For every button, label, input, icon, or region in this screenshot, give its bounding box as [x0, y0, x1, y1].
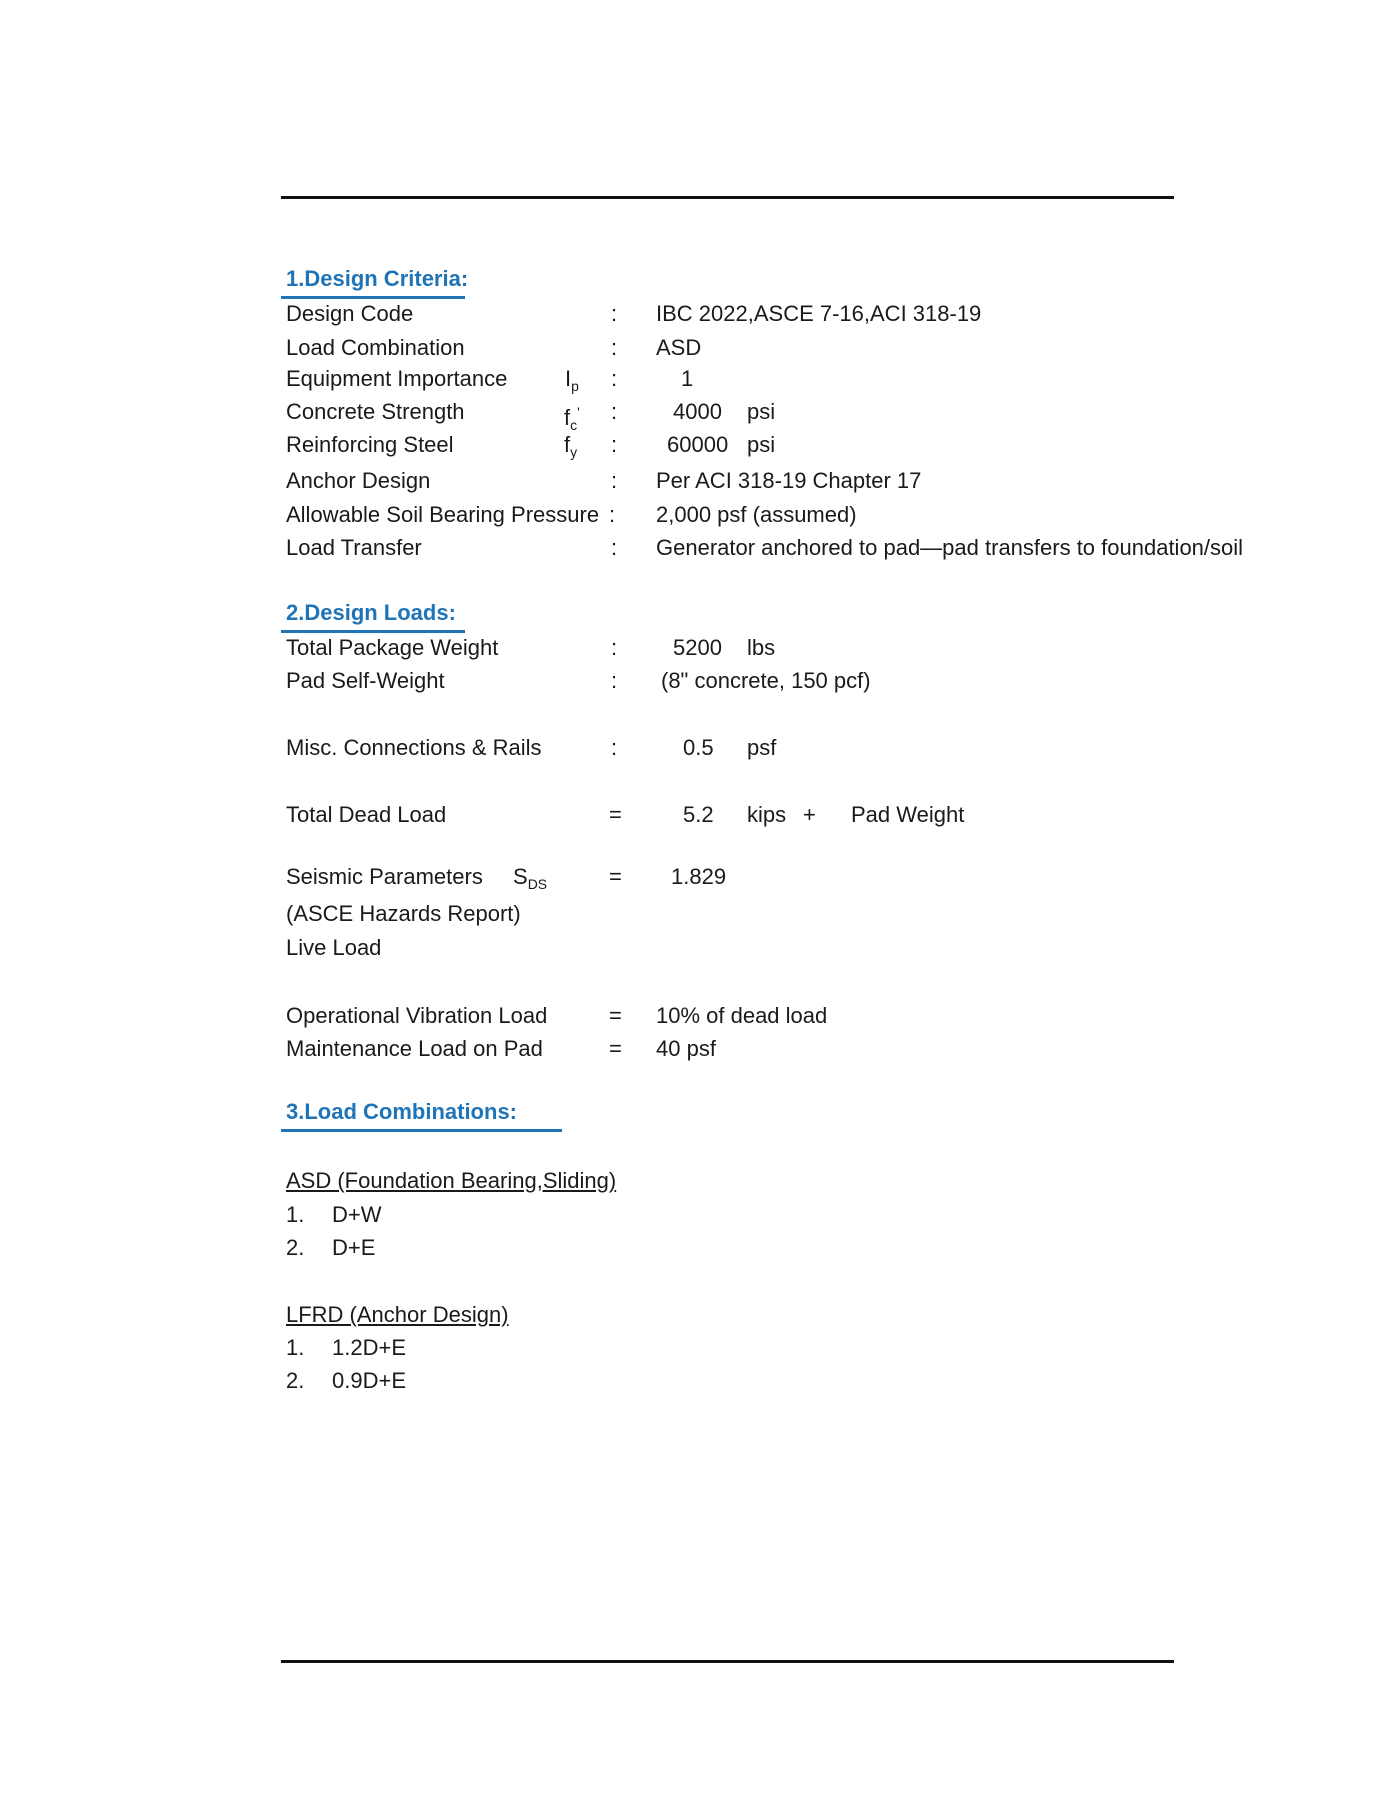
label-concrete-strength: Concrete Strength	[286, 399, 465, 424]
sep: :	[611, 635, 618, 660]
sep: :	[609, 502, 616, 527]
sep: =	[609, 864, 622, 889]
sep: :	[611, 535, 618, 560]
lfrd-title: LFRD (Anchor Design)	[286, 1302, 509, 1327]
value-design-code: IBC 2022,ASCE 7-16,ACI 318-19	[656, 301, 982, 326]
sep: :	[611, 432, 618, 457]
lfrd-item-number: 1.	[286, 1335, 305, 1360]
value-pad-self-weight: (8" concrete, 150 pcf)	[661, 668, 871, 693]
label-load-combination: Load Combination	[286, 335, 465, 360]
label-misc-connections: Misc. Connections & Rails	[286, 735, 542, 760]
asd-title: ASD (Foundation Bearing,Sliding)	[286, 1168, 617, 1193]
symbol-sds: $S_{DS}$	[513, 864, 548, 892]
value-misc-connections: 0.5	[683, 735, 714, 760]
unit-misc-connections: psf	[747, 735, 777, 760]
label-load-transfer: Load Transfer	[286, 535, 422, 560]
unit-concrete-strength: psi	[747, 399, 776, 424]
value-concrete-strength: 4000	[673, 399, 722, 424]
sep: =	[609, 802, 622, 827]
label-soil-bearing: Allowable Soil Bearing Pressure	[286, 502, 600, 527]
value-total-package-weight: 5200	[673, 635, 722, 660]
value-total-dead-load: 5.2	[683, 802, 714, 827]
label-pad-self-weight: Pad Self-Weight	[286, 668, 445, 693]
label-maintenance-load: Maintenance Load on Pad	[286, 1036, 543, 1061]
sep: :	[611, 335, 618, 360]
asd-item-text: D+E	[332, 1235, 376, 1260]
asd-item-text: D+W	[332, 1202, 382, 1227]
lfrd-item-number: 2.	[286, 1368, 305, 1393]
lfrd-item-text: 1.2D+E	[332, 1335, 406, 1360]
label-live-load: Live Load	[286, 935, 382, 960]
section-title-design-loads: 2.Design Loads:	[286, 600, 456, 625]
value-equipment-importance: 1	[681, 366, 694, 391]
label-operational-vibration: Operational Vibration Load	[286, 1003, 548, 1028]
section-title-load-combinations: 3.Load Combinations:	[286, 1099, 517, 1124]
section-underline	[281, 630, 465, 633]
sep: :	[611, 468, 618, 493]
sep: :	[611, 735, 618, 760]
section-underline	[281, 296, 465, 299]
sep: :	[611, 301, 618, 326]
value-seismic-sds: 1.829	[671, 864, 727, 889]
seismic-note: (ASCE Hazards Report)	[286, 901, 521, 926]
asd-item-number: 2.	[286, 1235, 305, 1260]
label-reinforcing-steel: Reinforcing Steel	[286, 432, 454, 457]
unit-reinforcing-steel: psi	[747, 432, 776, 457]
extra-pad-weight: Pad Weight	[851, 802, 965, 827]
unit-total-dead-load: kips	[747, 802, 787, 827]
sep: =	[609, 1003, 622, 1028]
value-anchor-design: Per ACI 318-19 Chapter 17	[656, 468, 922, 493]
value-maintenance-load: 40 psf	[656, 1036, 716, 1061]
label-seismic-parameters: Seismic Parameters	[286, 864, 483, 889]
asd-item-number: 1.	[286, 1202, 305, 1227]
unit-total-package-weight: lbs	[747, 635, 776, 660]
value-load-combination: ASD	[656, 335, 702, 360]
label-design-code: Design Code	[286, 301, 414, 326]
value-reinforcing-steel: 60000	[667, 432, 729, 457]
lfrd-item-text: 0.9D+E	[332, 1368, 406, 1393]
top-rule	[281, 196, 1174, 199]
symbol-fc: $f_c'$	[564, 404, 580, 433]
plus-sign: +	[803, 802, 816, 827]
section-title-design-criteria: 1.Design Criteria:	[286, 266, 469, 291]
bottom-rule	[281, 1660, 1174, 1663]
symbol-ip: $I_p$	[565, 366, 579, 394]
sep: =	[609, 1036, 622, 1061]
label-anchor-design: Anchor Design	[286, 468, 431, 493]
value-operational-vibration: 10% of dead load	[656, 1003, 828, 1028]
sep: :	[611, 399, 618, 424]
label-equipment-importance: Equipment Importance	[286, 366, 508, 391]
label-total-dead-load: Total Dead Load	[286, 802, 447, 827]
section-underline	[281, 1129, 562, 1132]
sep: :	[611, 668, 618, 693]
value-soil-bearing: 2,000 psf (assumed)	[656, 502, 857, 527]
sep: :	[611, 366, 618, 391]
symbol-fy: $f_y$	[564, 432, 578, 460]
value-load-transfer: Generator anchored to pad—pad transfers to foundation/soil	[656, 535, 1244, 560]
label-total-package-weight: Total Package Weight	[286, 635, 499, 660]
